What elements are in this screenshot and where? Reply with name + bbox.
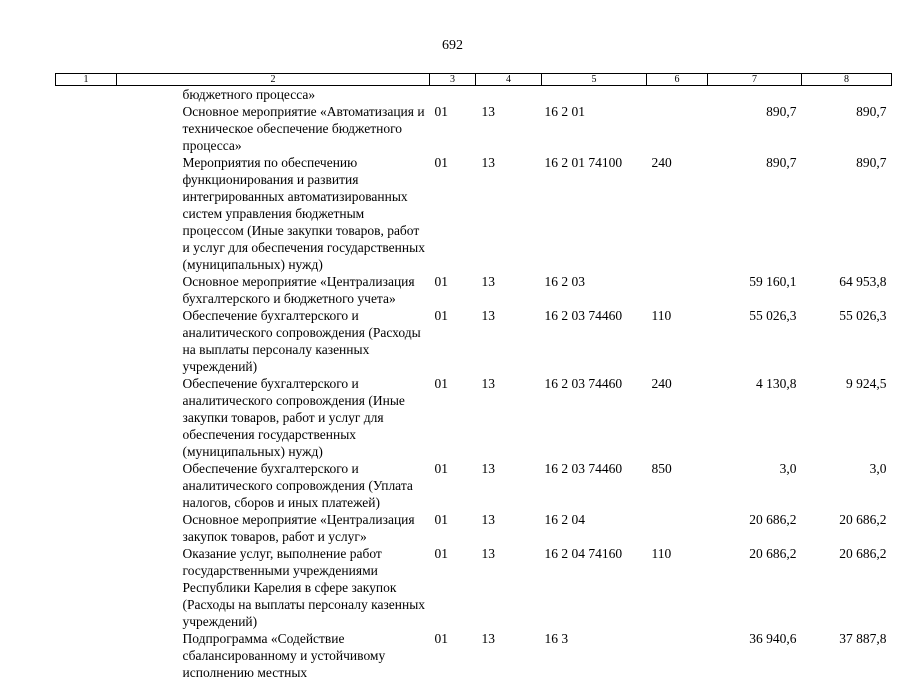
subsection-cell: 13 (476, 375, 542, 460)
amount-year-2-cell: 20 686,2 (802, 545, 892, 630)
amount-year-2-cell: 9 924,5 (802, 375, 892, 460)
budget-table (55, 73, 892, 681)
item-name-cell: Основное мероприятие «Централизация закупок товаров, работ и услуг» (117, 511, 430, 545)
amount-year-2-cell: 3,0 (802, 460, 892, 511)
column-number-header (56, 74, 892, 86)
subsection-cell: 13 (476, 630, 542, 681)
table-row (56, 545, 892, 630)
table-row (56, 86, 892, 104)
target-article-cell: 16 2 04 (542, 511, 647, 545)
row-spacer-cell (56, 511, 117, 545)
amount-year-2-cell: 890,7 (802, 154, 892, 273)
target-article-cell: 16 2 03 74460 (542, 307, 647, 375)
expense-type-cell: 110 (647, 545, 708, 630)
row-spacer-cell (56, 307, 117, 375)
amount-year-2-cell: 890,7 (802, 103, 892, 154)
target-article-cell: 16 2 03 74460 (542, 460, 647, 511)
expense-type-cell: 110 (647, 307, 708, 375)
item-name-cell: Обеспечение бухгалтерского и аналитического сопровождения (Расходы на выплаты персоналу казенных учреждений) (117, 307, 430, 375)
target-article-cell: 16 3 (542, 630, 647, 681)
amount-year-1-cell: 3,0 (708, 460, 802, 511)
target-article-cell: 16 2 01 (542, 103, 647, 154)
expense-type-cell (647, 103, 708, 154)
target-article-cell: 16 2 01 74100 (542, 154, 647, 273)
expense-type-cell (647, 630, 708, 681)
column-header: 1 (56, 74, 117, 86)
table-row (56, 154, 892, 273)
subsection-cell: 13 (476, 460, 542, 511)
amount-year-1-cell (708, 86, 802, 104)
expense-type-cell (647, 511, 708, 545)
column-header: 6 (647, 74, 708, 86)
row-spacer-cell (56, 86, 117, 104)
section-cell: 01 (430, 273, 476, 307)
item-name-cell: Обеспечение бухгалтерского и аналитического сопровождения (Уплата налогов, сборов и иных платежей) (117, 460, 430, 511)
row-spacer-cell (56, 375, 117, 460)
row-spacer-cell (56, 154, 117, 273)
amount-year-1-cell: 4 130,8 (708, 375, 802, 460)
table-body (56, 86, 892, 681)
row-spacer-cell (56, 545, 117, 630)
subsection-cell: 13 (476, 273, 542, 307)
section-cell: 01 (430, 511, 476, 545)
subsection-cell: 13 (476, 154, 542, 273)
table-row (56, 460, 892, 511)
amount-year-1-cell: 890,7 (708, 154, 802, 273)
table-row (56, 511, 892, 545)
subsection-cell (476, 86, 542, 104)
table-row (56, 273, 892, 307)
table-row (56, 307, 892, 375)
amount-year-1-cell: 59 160,1 (708, 273, 802, 307)
page-number: 692 (0, 38, 905, 54)
amount-year-1-cell: 20 686,2 (708, 545, 802, 630)
expense-type-cell: 240 (647, 154, 708, 273)
expense-type-cell: 850 (647, 460, 708, 511)
amount-year-1-cell: 36 940,6 (708, 630, 802, 681)
item-name-cell: Основное мероприятие «Автоматизация и техническое обеспечение бюджетного процесса» (117, 103, 430, 154)
target-article-cell: 16 2 03 (542, 273, 647, 307)
item-name-cell: Подпрограмма «Содействие сбалансированному и устойчивому исполнению местных (117, 630, 430, 681)
row-spacer-cell (56, 630, 117, 681)
section-cell: 01 (430, 103, 476, 154)
item-name-cell: Обеспечение бухгалтерского и аналитического сопровождения (Иные закупки товаров, работ и услуг для обеспечения государственных (муниципальных) нужд) (117, 375, 430, 460)
table-row (56, 375, 892, 460)
amount-year-1-cell: 20 686,2 (708, 511, 802, 545)
column-header: 2 (117, 74, 430, 86)
amount-year-1-cell: 890,7 (708, 103, 802, 154)
amount-year-2-cell: 64 953,8 (802, 273, 892, 307)
section-cell: 01 (430, 545, 476, 630)
item-name-cell: бюджетного процесса» (117, 86, 430, 104)
item-name-cell: Оказание услуг, выполнение работ государственными учреждениями Республики Карелия в сфере закупок (Расходы на выплаты персоналу казенных учреждений) (117, 545, 430, 630)
column-header: 3 (430, 74, 476, 86)
item-name-cell: Мероприятия по обеспечению функционирования и развития интегрированных автоматизированных систем управления бюджетным процессом (Иные закупки товаров, работ и услуг для обеспечения государственных (муниципальных) нужд) (117, 154, 430, 273)
row-spacer-cell (56, 273, 117, 307)
amount-year-2-cell: 20 686,2 (802, 511, 892, 545)
expense-type-cell (647, 86, 708, 104)
target-article-cell: 16 2 04 74160 (542, 545, 647, 630)
target-article-cell (542, 86, 647, 104)
amount-year-2-cell: 55 026,3 (802, 307, 892, 375)
row-spacer-cell (56, 103, 117, 154)
subsection-cell: 13 (476, 103, 542, 154)
table-row (56, 103, 892, 154)
table-row (56, 630, 892, 681)
target-article-cell: 16 2 03 74460 (542, 375, 647, 460)
amount-year-1-cell: 55 026,3 (708, 307, 802, 375)
column-header: 7 (708, 74, 802, 86)
amount-year-2-cell: 37 887,8 (802, 630, 892, 681)
section-cell: 01 (430, 460, 476, 511)
column-header: 8 (802, 74, 892, 86)
column-header: 4 (476, 74, 542, 86)
subsection-cell: 13 (476, 511, 542, 545)
section-cell: 01 (430, 154, 476, 273)
column-header: 5 (542, 74, 647, 86)
expense-type-cell: 240 (647, 375, 708, 460)
subsection-cell: 13 (476, 307, 542, 375)
section-cell: 01 (430, 307, 476, 375)
item-name-cell: Основное мероприятие «Централизация бухгалтерского и бюджетного учета» (117, 273, 430, 307)
row-spacer-cell (56, 460, 117, 511)
section-cell: 01 (430, 630, 476, 681)
amount-year-2-cell (802, 86, 892, 104)
section-cell: 01 (430, 375, 476, 460)
subsection-cell: 13 (476, 545, 542, 630)
section-cell (430, 86, 476, 104)
expense-type-cell (647, 273, 708, 307)
